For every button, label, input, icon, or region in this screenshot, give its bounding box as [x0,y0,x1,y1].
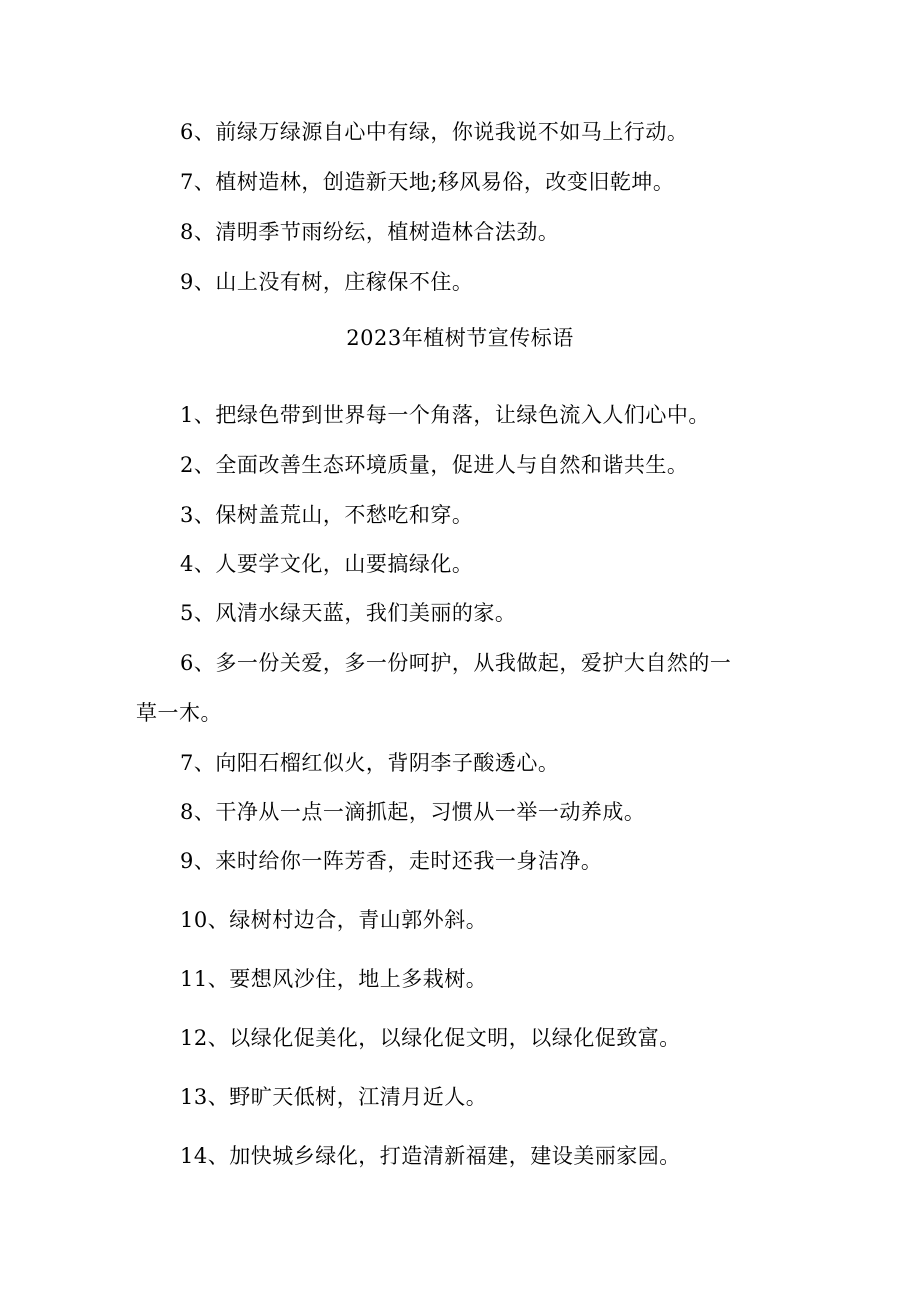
slogan-item-5: 5、风清水绿天蓝，我们美丽的家。 [180,601,517,625]
section-title: 2023年植树节宣传标语 [346,326,574,350]
slogan-item-7: 7、向阳石榴红似火，背阴李子酸透心。 [180,751,560,775]
slogan-item-6-continued: 草一木。 [136,701,222,725]
slogan-item-4: 4、人要学文化，山要搞绿化。 [180,552,474,576]
slogan-item-14: 14、加快城乡绿化，打造清新福建，建设美丽家园。 [180,1144,681,1168]
top-list-item-6: 6、前绿万绿源自心中有绿，你说我说不如马上行动。 [180,120,689,144]
top-list-item-7: 7、植树造林，创造新天地;移风易俗，改变旧乾坤。 [180,170,675,194]
top-list-item-8: 8、清明季节雨纷纭，植树造林合法劲。 [180,220,560,244]
slogan-item-10: 10、绿树村边合，青山郭外斜。 [180,908,488,932]
slogan-item-11: 11、要想风沙住，地上多栽树。 [180,967,488,991]
slogan-item-1: 1、把绿色带到世界每一个角落，让绿色流入人们心中。 [180,403,710,427]
slogan-item-8: 8、干净从一点一滴抓起，习惯从一举一动养成。 [180,800,646,824]
slogan-item-9: 9、来时给你一阵芳香，走时还我一身洁净。 [180,849,603,873]
slogan-item-6: 6、多一份关爱，多一份呵护，从我做起，爱护大自然的一 [180,651,732,675]
top-list-item-9: 9、山上没有树，庄稼保不住。 [180,270,474,294]
slogan-item-2: 2、全面改善生态环境质量，促进人与自然和谐共生。 [180,453,689,477]
slogan-item-3: 3、保树盖荒山，不愁吃和穿。 [180,503,474,527]
slogan-item-12: 12、以绿化促美化，以绿化促文明，以绿化促致富。 [180,1026,681,1050]
slogan-item-13: 13、野旷天低树，江清月近人。 [180,1085,488,1109]
